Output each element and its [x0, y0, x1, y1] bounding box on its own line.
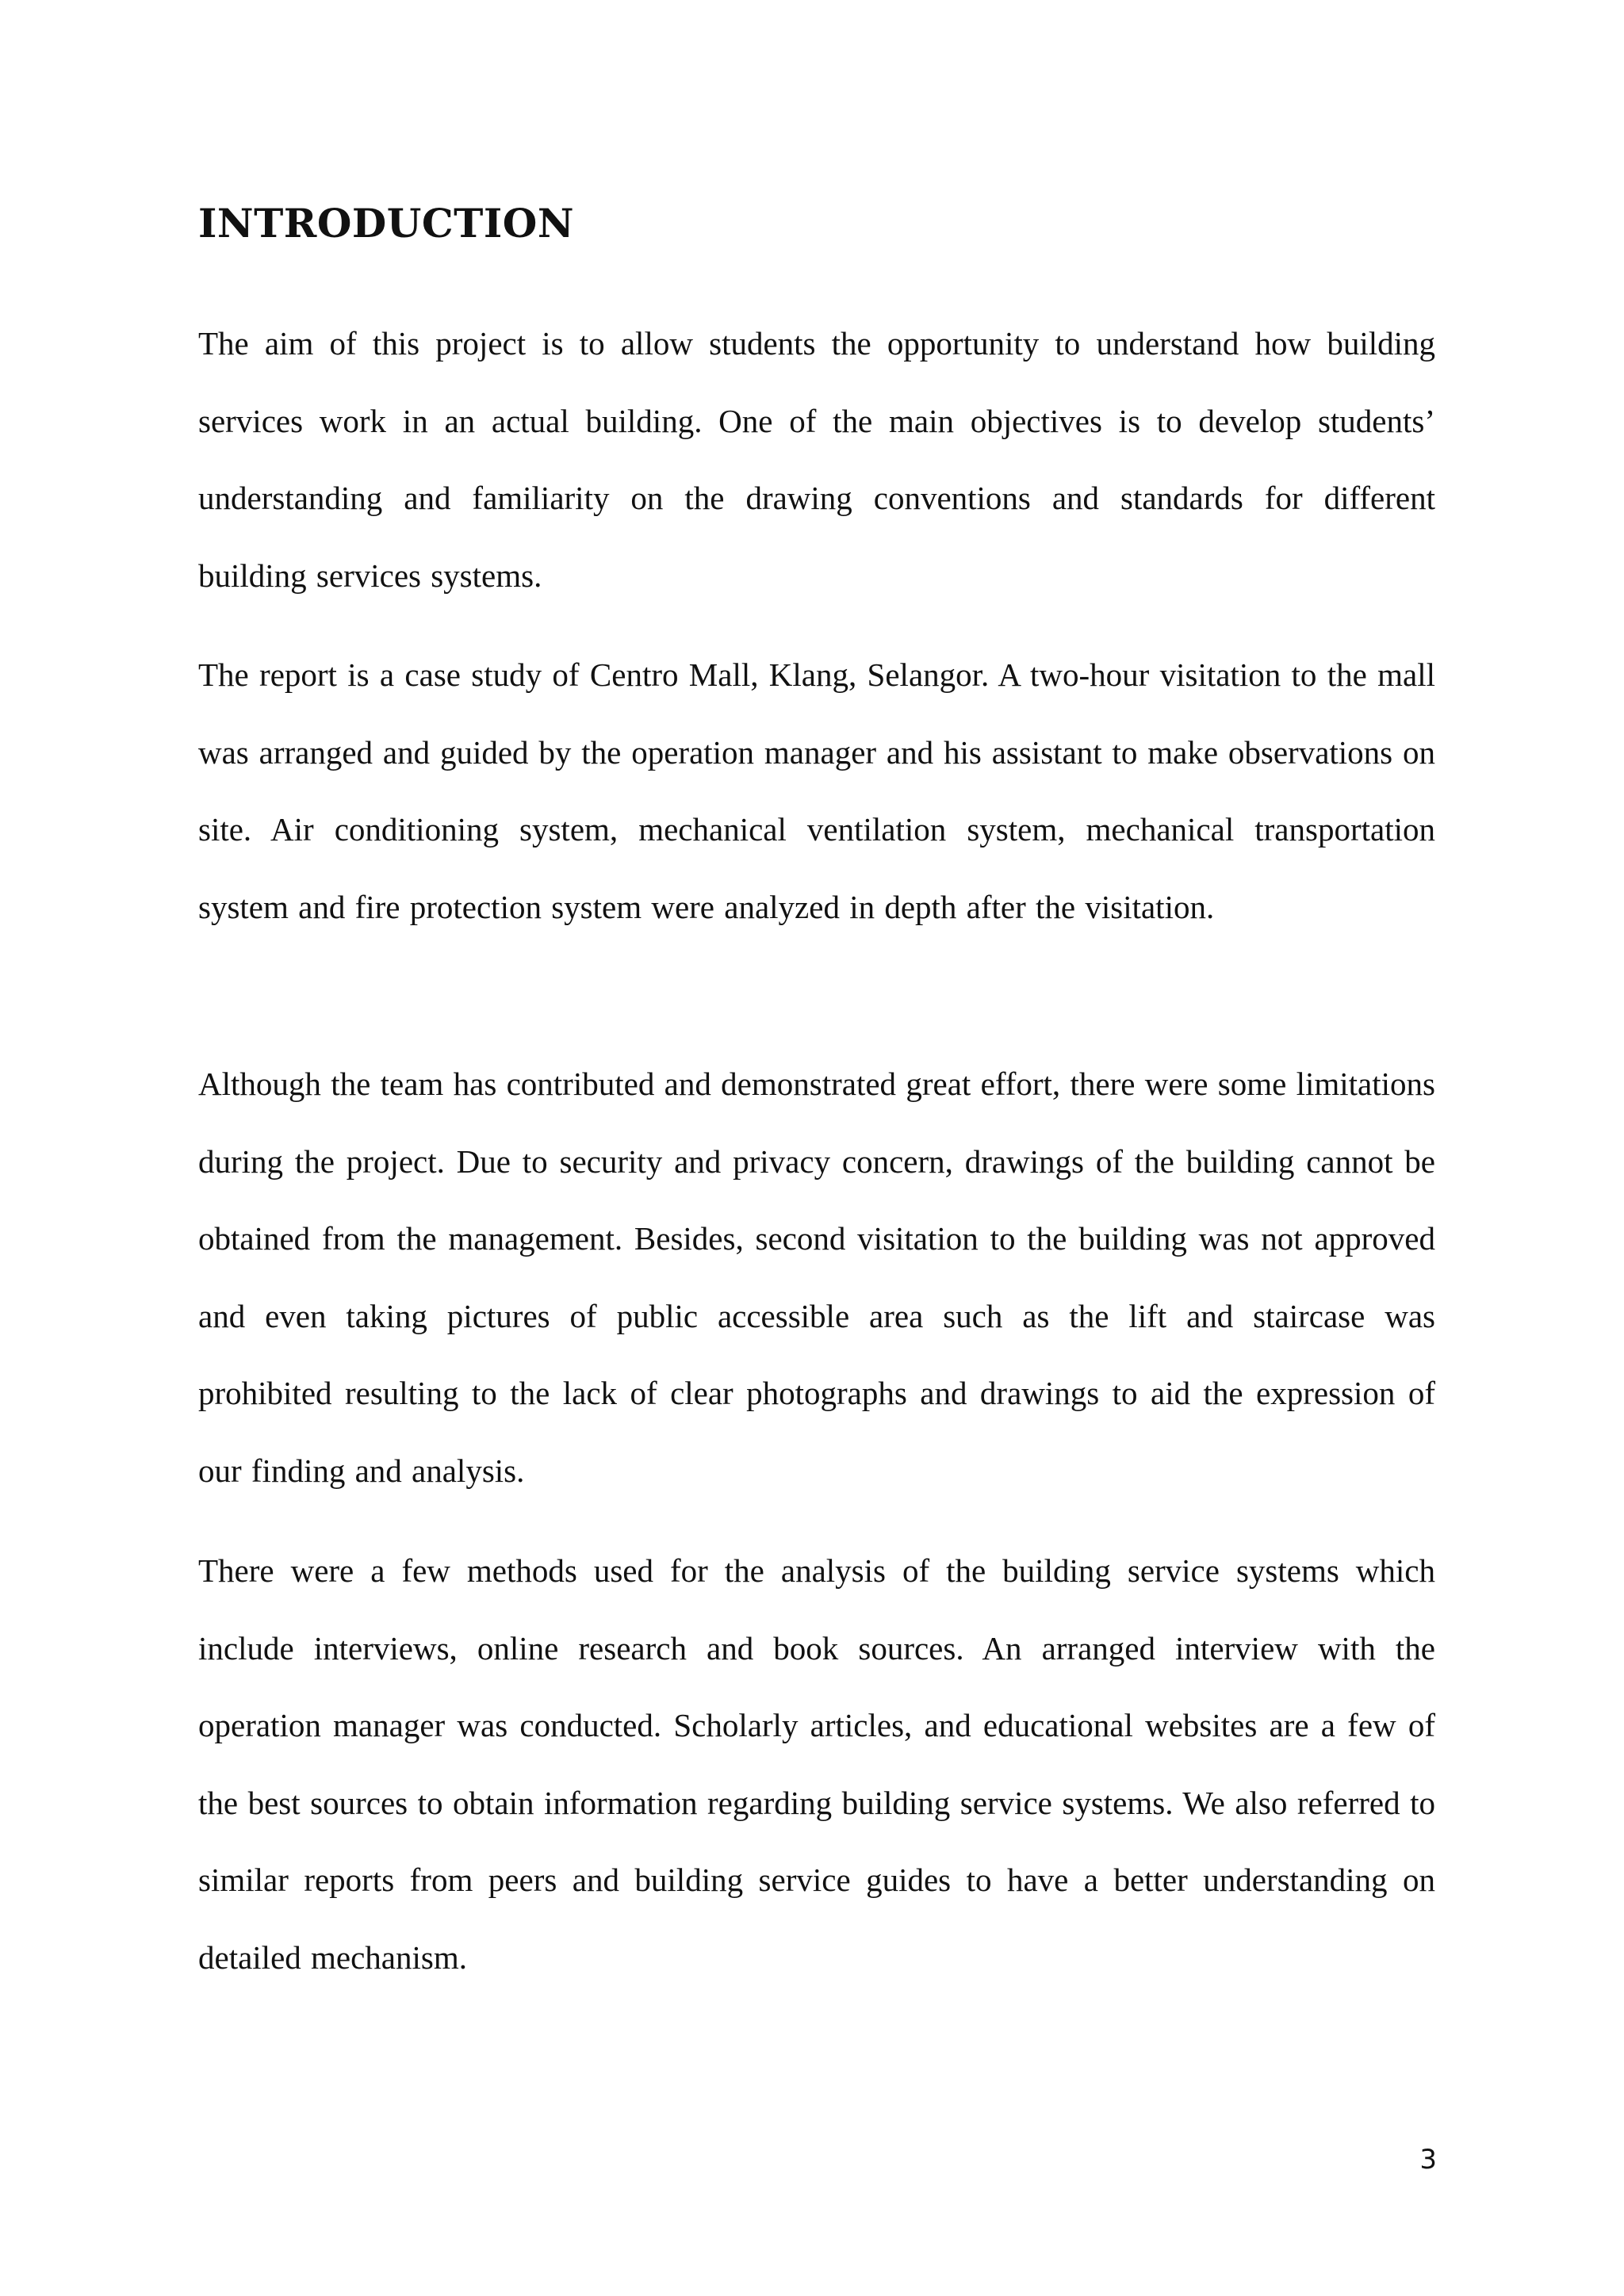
page-number: 3 — [1419, 2144, 1437, 2175]
section-heading: INTRODUCTION — [198, 200, 575, 247]
paragraph-case-study: The report is a case study of Centro Mall, Klang, Selangor. A two-hour visitation to the mall was arranged and guided by the operation manager and his assistant to make observations on site. Air conditioning system, mechanical ventilation system, mechanical transportation system and fire protection system were analyzed in depth after the visitation. — [198, 656, 1435, 925]
paragraph-limitations: Although the team has contributed and demonstrated great effort, there were some limitations during the project. Due to security and privacy concern, drawings of the building cannot be obtained from the management. Besides, second visitation to the building was not approved and even taking pictures of public accessible area such as the lift and staircase was prohibited resulting to the lack of clear photographs and drawings to aid the expression of our finding and analysis. — [198, 1066, 1435, 1489]
paragraph-aim: The aim of this project is to allow students the opportunity to understand how building services work in an actual building. One of the main objectives is to develop students’ understanding and familiarity on the drawing conventions and standards for different building services systems. — [198, 325, 1435, 594]
paragraph-methods: There were a few methods used for the analysis of the building service systems which include interviews, online research and book sources. An arranged interview with the operation manager was conducted. Scholarly articles, and educational websites are a few of the best sources to obtain information regarding building service systems. We also referred to similar reports from peers and building service guides to have a better understanding on detailed mechanism. — [198, 1552, 1435, 1976]
